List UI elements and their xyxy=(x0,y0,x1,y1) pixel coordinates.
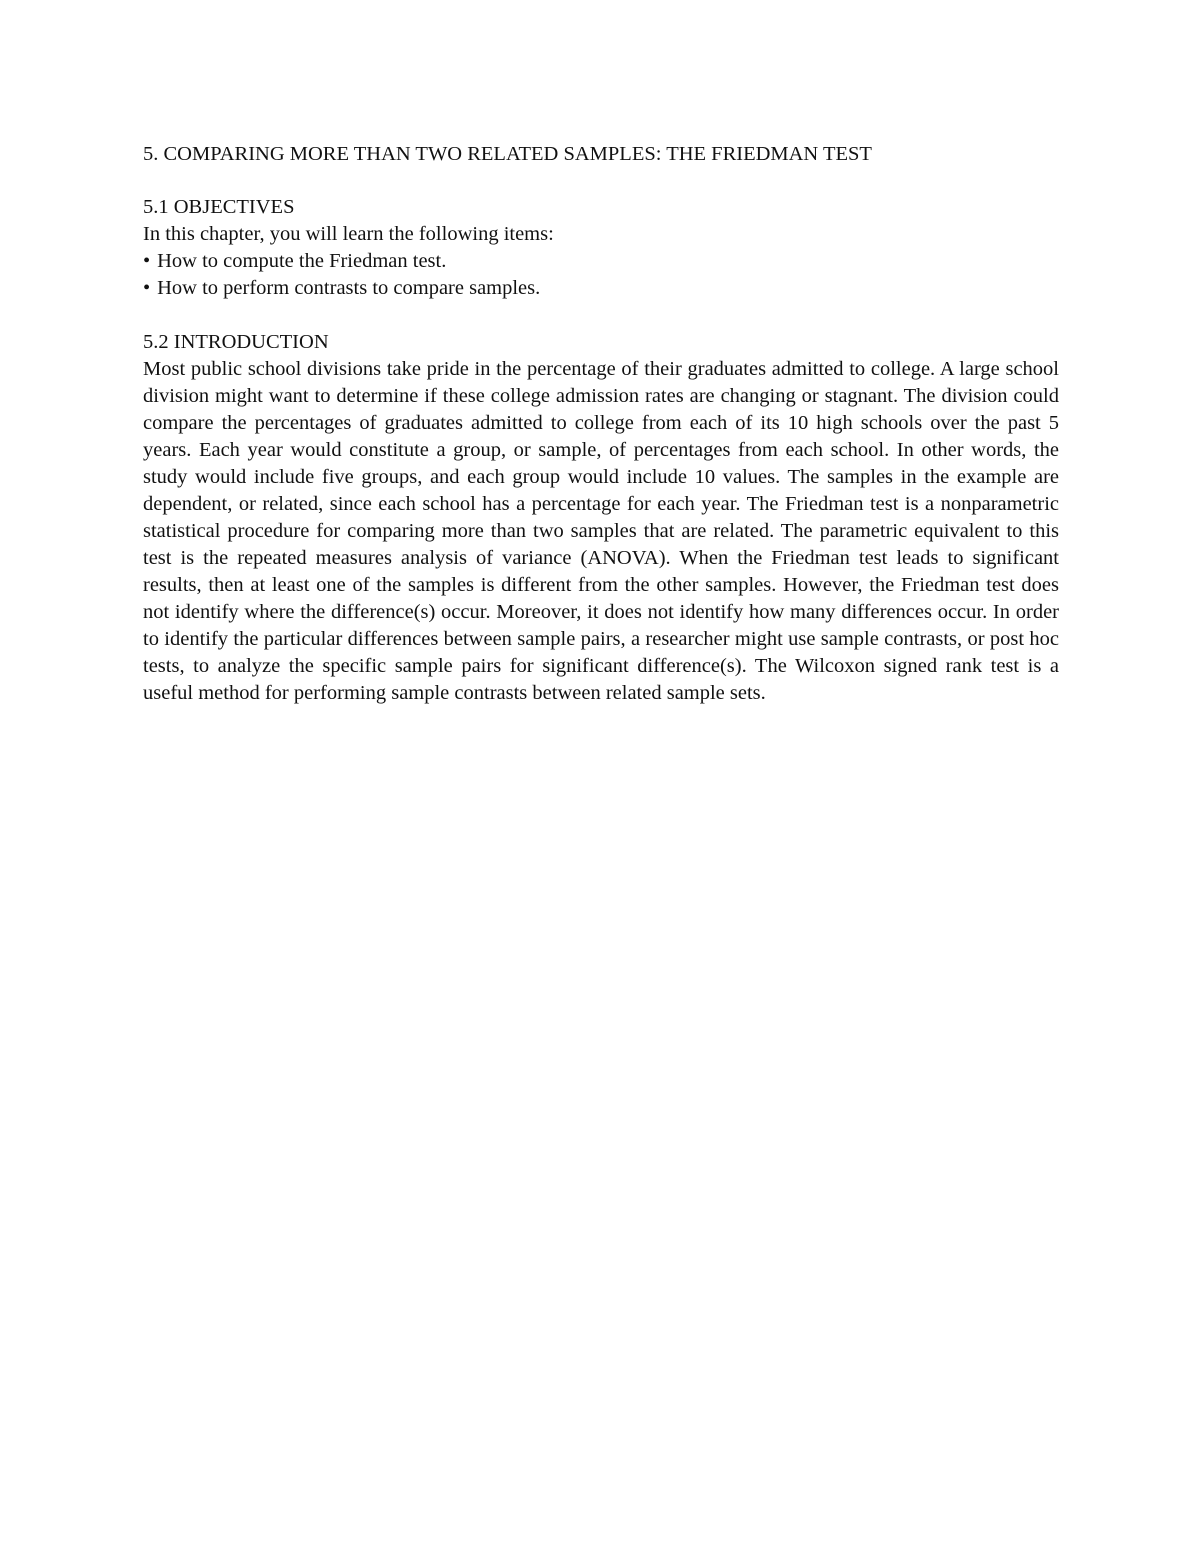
bullet-icon: • xyxy=(143,277,151,299)
introduction-heading: 5.2 INTRODUCTION xyxy=(143,331,329,353)
objectives-heading: 5.1 OBJECTIVES xyxy=(143,196,295,218)
introduction-body: Most public school divisions take pride in the percentage of their graduates admitted to college. A large school division might want to determine if these college admission rates are changing or stagnant. The division could compare the percentages of graduates admitted to college from each of its 10 high schools over the past 5 years. Each year would constitute a group, or sample, of percentages from each school. In other words, the study would include five groups, and each group would include 10 values. The samples in the example are dependent, or related, since each school has a percentage for each year. The Friedman test is a nonparametric statistical procedure for comparing more than two samples that are related. The parametric equivalent to this test is the repeated measures analysis of variance (ANOVA). When the Friedman test leads to significant results, then at least one of the samples is different from the other samples. However, the Friedman test does not identify where the difference(s) occur. Moreover, it does not identify how many differences occur. In order to identify the particular differences between sample pairs, a researcher might use sample contrasts, or post hoc tests, to analyze the specific sample pairs for significant difference(s). The Wilcoxon signed rank test is a useful method for performing sample contrasts between related sample sets. xyxy=(143,358,1059,704)
introduction-section xyxy=(143,329,1059,707)
bullet-icon: • xyxy=(143,250,151,272)
document-page xyxy=(143,141,1059,707)
objectives-section xyxy=(143,194,1059,302)
objective-item xyxy=(143,275,1059,302)
objective-item-text: How to perform contrasts to compare samples. xyxy=(157,277,541,299)
objective-item-text: How to compute the Friedman test. xyxy=(157,250,447,272)
objective-item xyxy=(143,248,1059,275)
objectives-list xyxy=(143,248,1059,302)
objectives-intro: In this chapter, you will learn the following items: xyxy=(143,223,554,245)
chapter-title: 5. COMPARING MORE THAN TWO RELATED SAMPLES: THE FRIEDMAN TEST xyxy=(143,143,872,165)
